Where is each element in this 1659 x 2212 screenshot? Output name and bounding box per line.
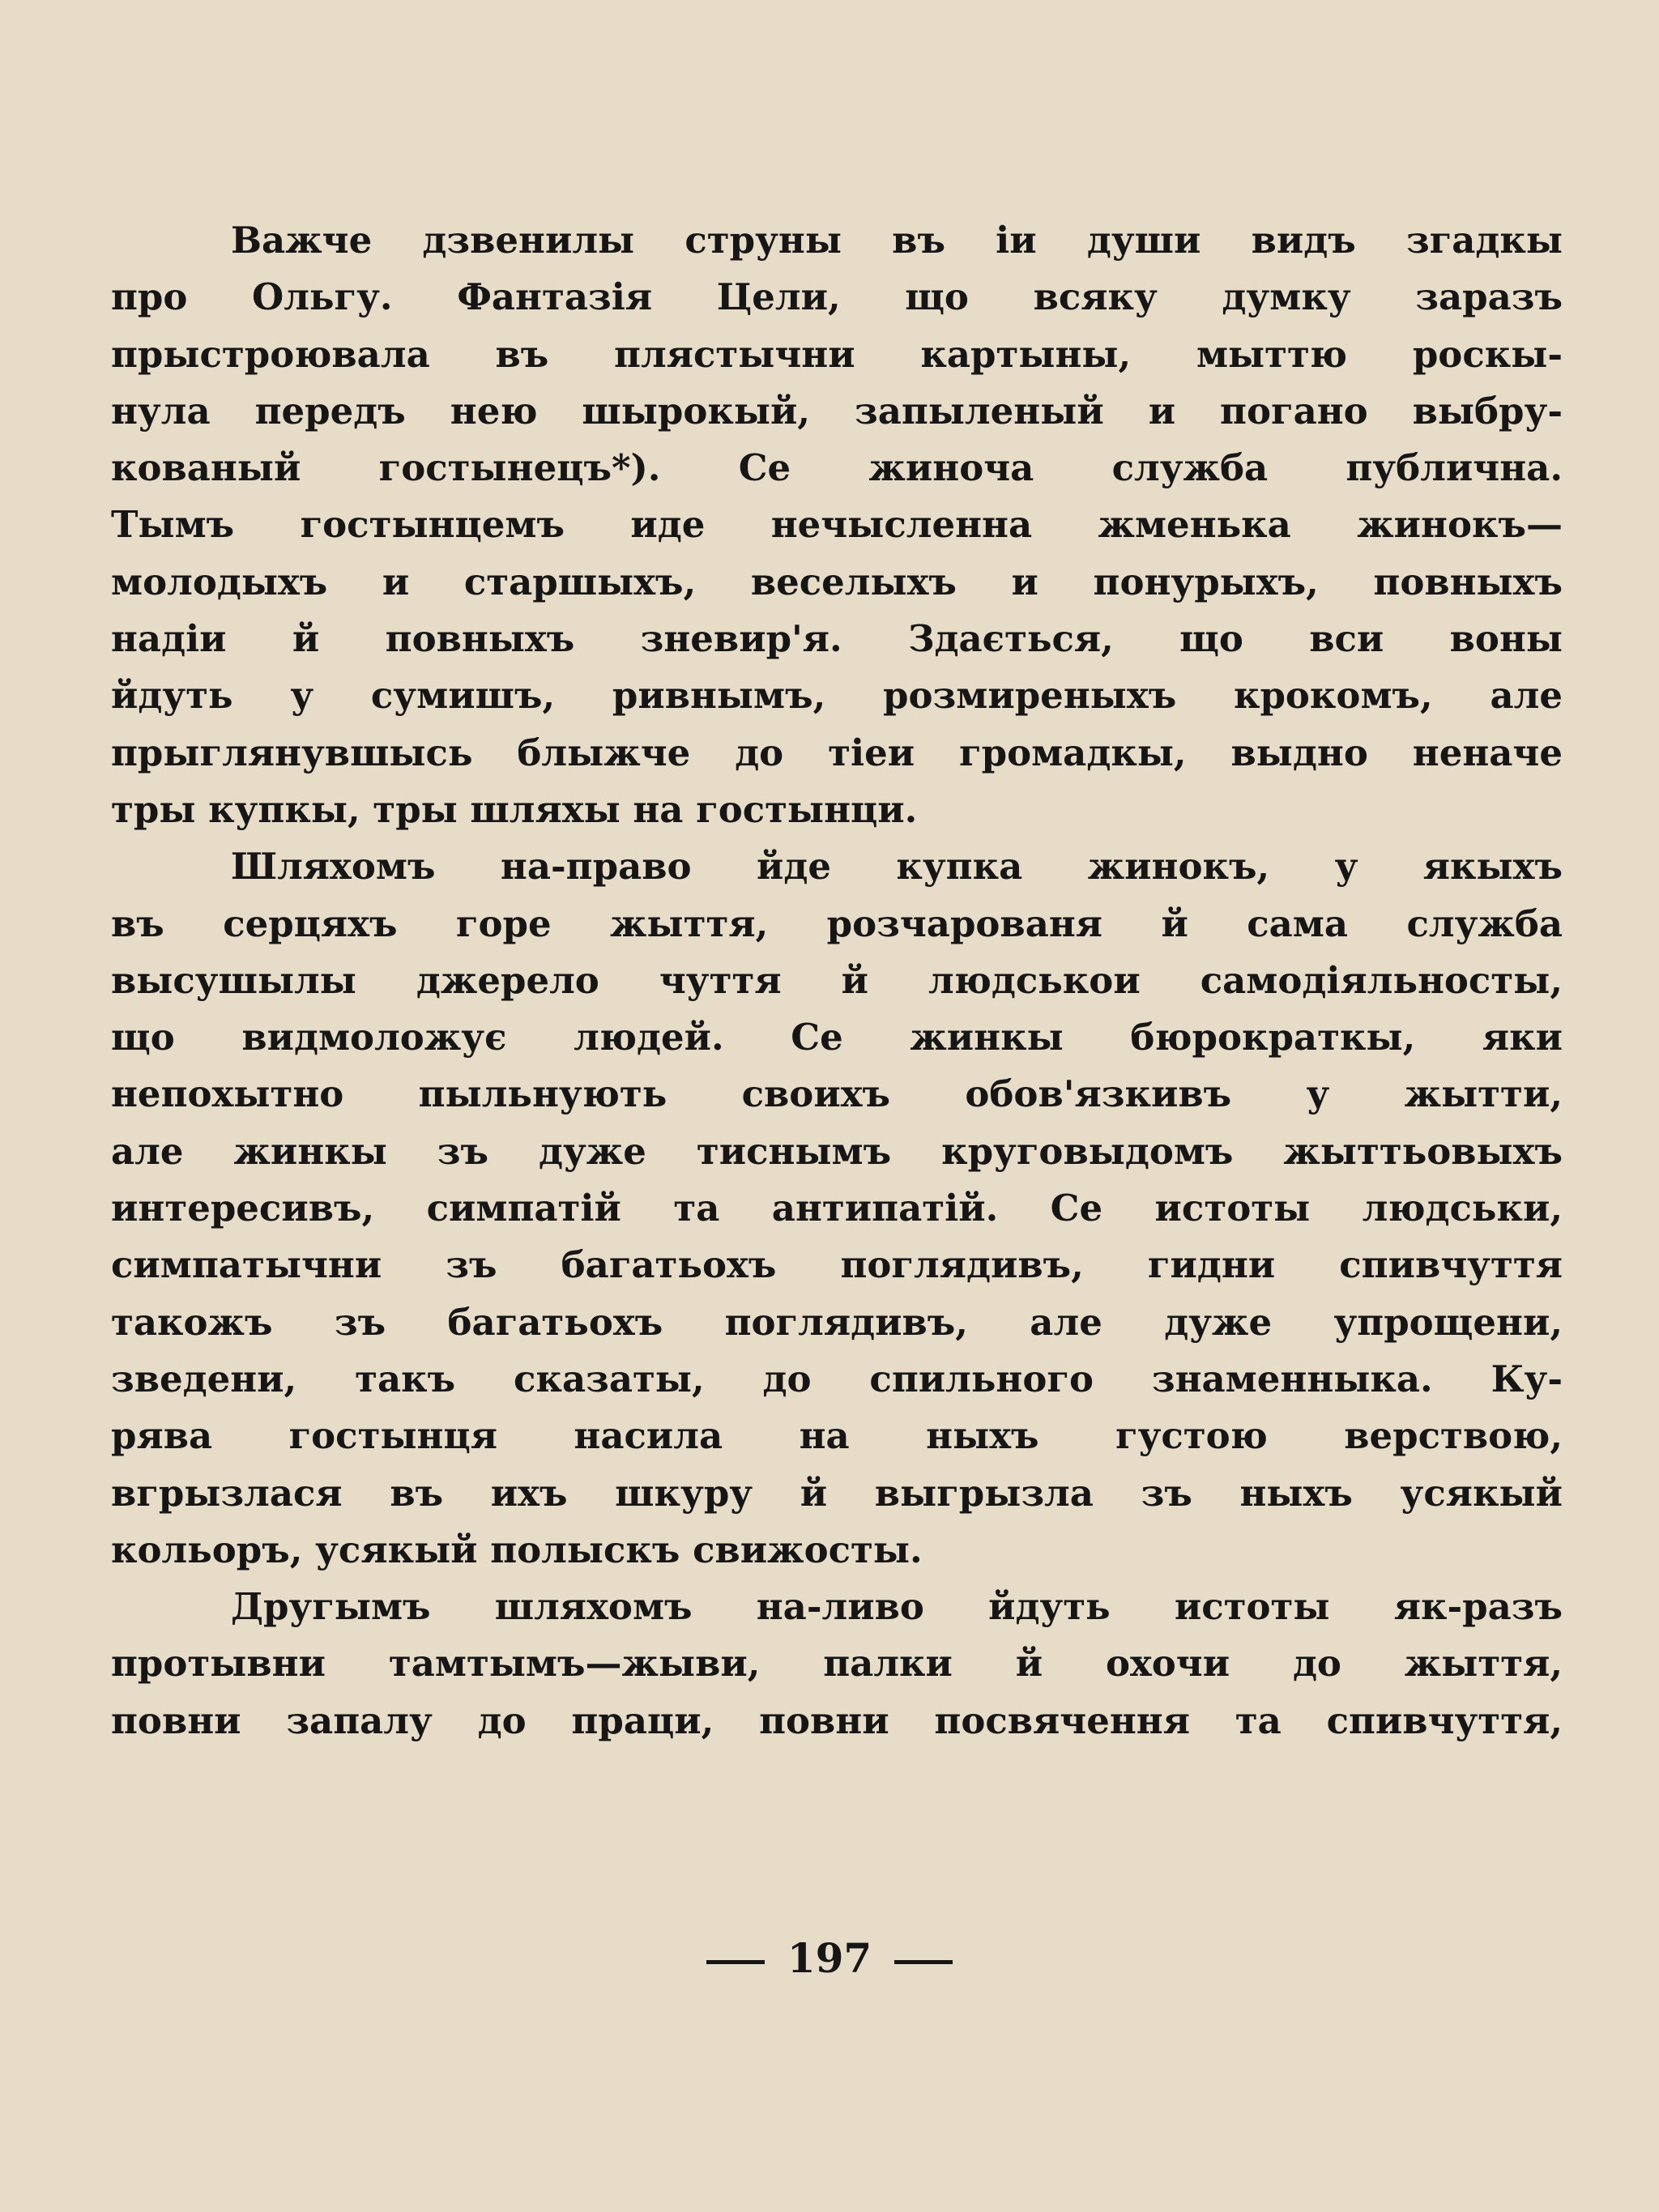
- paragraph-1: [111, 212, 1563, 838]
- text-line: Важче дзвенилы струны въ іи души видъ згадкы: [231, 219, 1563, 262]
- text-line: повни запалу до праци, повни посвячення та спивчуття,: [111, 1698, 1563, 1742]
- text-line: непохытно пыльнують своихъ обов'язкивъ у жытти,: [111, 1072, 1563, 1116]
- paragraph-2: [111, 838, 1563, 1579]
- right-dash: [894, 1960, 953, 1964]
- text-line: що видмоложує людей. Се жинкы бюрократкы, яки: [111, 1016, 1563, 1059]
- text-line: кованый гостынецъ*). Се жиноча служба публична.: [111, 446, 1563, 490]
- text-line: высушылы джерело чуття й людськои самодіяльносты,: [111, 958, 1563, 1002]
- text-line: йдуть у сумишъ, ривнымъ, розмиреныхъ крокомъ, але: [111, 674, 1563, 718]
- text-line: протывни тамтымъ—жыви, палки й охочи до жыття,: [111, 1642, 1563, 1686]
- text-line: интересивъ, симпатій та антипатій. Се истоты людськи,: [111, 1187, 1563, 1230]
- text-line: Шляхомъ на-право йде купка жинокъ, у якыхъ: [231, 845, 1563, 889]
- left-dash: [706, 1960, 765, 1964]
- text-line: зведени, такъ сказаты, до спильного знаменныка. Ку-: [111, 1357, 1563, 1400]
- text-line: молодыхъ и старшыхъ, веселыхъ и понурыхъ, повныхъ: [111, 560, 1563, 603]
- text-line: Тымъ гостынцемъ иде нечысленна жменька жинокъ—: [111, 503, 1563, 547]
- text-line: прыглянувшысь блыжче до тіеи громадкы, выдно неначе: [111, 731, 1563, 774]
- text-line: вгрызлася въ ихъ шкуру й выгрызла зъ ныхъ усякый: [111, 1471, 1563, 1515]
- text-line: про Ольгу. Фантазія Цели, що всяку думку заразъ: [111, 275, 1563, 319]
- text-line: такожъ зъ багатьохъ поглядивъ, але дуже упрощени,: [111, 1300, 1563, 1344]
- text-line: надіи й повныхъ зневир'я. Здається, що вси воны: [111, 617, 1563, 661]
- text-line: прыстроювала въ плястычни картыны, мыттю роскы-: [111, 332, 1563, 376]
- text-line: але жинкы зъ дуже тиснымъ круговыдомъ жыттьовыхъ: [111, 1129, 1563, 1173]
- text-line: Другымъ шляхомъ на-ливо йдуть истоты як-разъ: [231, 1585, 1563, 1629]
- text-line: кольоръ, усякый полыскъ свижосты.: [111, 1528, 923, 1571]
- text-line: въ серцяхъ горе жыття, розчарованя й сама служба: [111, 901, 1563, 945]
- text-line: рява гостынця насила на ныхъ густою верствою,: [111, 1414, 1563, 1458]
- body-text: [111, 212, 1563, 1750]
- text-line: симпатычни зъ багатьохъ поглядивъ, гидни спивчуття: [111, 1243, 1563, 1287]
- paragraph-3: [111, 1579, 1563, 1750]
- text-line: тры купкы, тры шляхы на гостынци.: [111, 787, 918, 831]
- text-line: нула передъ нею шырокый, запыленый и погано выбру-: [111, 389, 1563, 433]
- page-number-line: [0, 1930, 1659, 1987]
- page-number: 197: [787, 1934, 872, 1982]
